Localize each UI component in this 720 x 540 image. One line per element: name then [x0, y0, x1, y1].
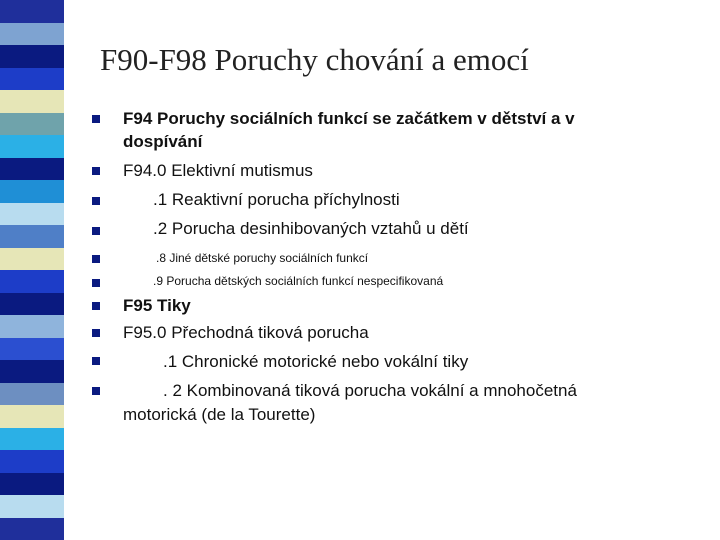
list-item: F94.0 Elektivní mutismus [123, 161, 313, 180]
list-item: F95.0 Přechodná tiková porucha [123, 323, 369, 342]
bullet-icon [92, 227, 100, 235]
stripe-segment [0, 450, 64, 473]
stripe-segment [0, 90, 64, 113]
list-item-continuation: dospívání [123, 132, 203, 151]
bullet-icon [92, 279, 100, 287]
stripe-segment [0, 68, 64, 91]
stripe-segment [0, 270, 64, 293]
stripe-segment [0, 113, 64, 136]
stripe-segment [0, 315, 64, 338]
stripe-segment [0, 225, 64, 248]
stripe-segment [0, 495, 64, 518]
stripe-segment [0, 518, 64, 540]
stripe-segment [0, 45, 64, 68]
stripe-segment [0, 383, 64, 406]
list-item: F94 Poruchy sociálních funkcí se začátkem v dětství a v [123, 109, 575, 128]
stripe-segment [0, 360, 64, 383]
list-item: .2 Porucha desinhibovaných vztahů u dětí [153, 219, 469, 238]
stripe-segment [0, 293, 64, 316]
stripe-segment [0, 180, 64, 203]
list-item: .8 Jiné dětské poruchy sociálních funkcí [156, 251, 369, 265]
bullet-icon [92, 357, 100, 365]
bullet-icon [92, 329, 100, 337]
bullet-icon [92, 302, 100, 310]
bullet-icon [92, 197, 100, 205]
stripe-segment [0, 248, 64, 271]
stripe-segment [0, 0, 64, 23]
list-item: .9 Porucha dětských sociálních funkcí nespecifikovaná [153, 274, 444, 288]
stripe-segment [0, 158, 64, 181]
stripe-segment [0, 405, 64, 428]
bullet-icon [92, 255, 100, 263]
stripe-segment [0, 135, 64, 158]
stripe-segment [0, 338, 64, 361]
stripe-segment [0, 473, 64, 496]
bullet-icon [92, 115, 100, 123]
bullet-icon [92, 387, 100, 395]
list-item: . 2 Kombinovaná tiková porucha vokální a mnohočetná [163, 381, 577, 400]
list-item-continuation: motorická (de la Tourette) [123, 405, 316, 424]
bullet-icon [92, 167, 100, 175]
stripe-segment [0, 428, 64, 451]
list-item: .1 Chronické motorické nebo vokální tiky [163, 352, 469, 371]
list-item: F95 Tiky [123, 296, 191, 315]
decorative-stripe [0, 0, 64, 540]
stripe-segment [0, 23, 64, 46]
stripe-segment [0, 203, 64, 226]
slide-title: F90-F98 Poruchy chování a emocí [100, 42, 529, 77]
list-item: .1 Reaktivní porucha příchylnosti [153, 190, 400, 209]
